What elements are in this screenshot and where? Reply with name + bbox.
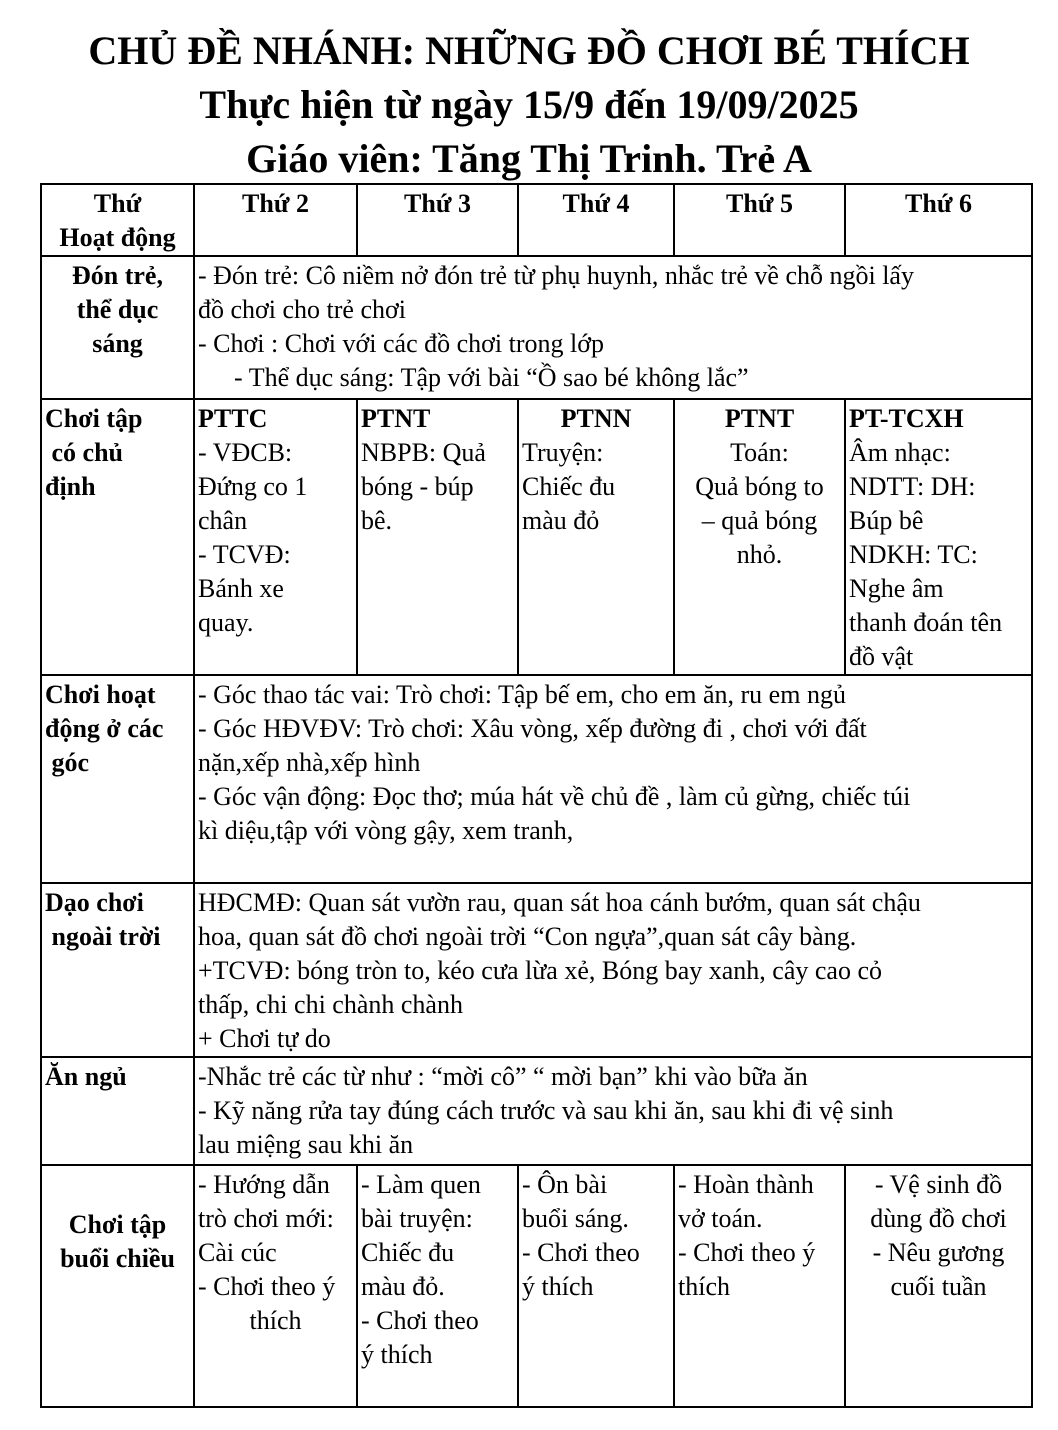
cell-choi-tap-tue xyxy=(357,399,518,675)
text-line: Âm nhạc: xyxy=(849,438,951,467)
row-label-line: Chơi tập xyxy=(68,1210,167,1239)
text-line: bóng - búp xyxy=(361,472,474,501)
text-line: - VĐCB: xyxy=(198,438,293,467)
text-line: Bánh xe xyxy=(198,574,284,603)
row-ngoai-troi xyxy=(41,883,1032,1057)
text-line: Toán: xyxy=(730,438,789,467)
date-range: Thực hiện từ ngày 15/9 đến 19/09/2025 xyxy=(199,82,859,127)
text-line: kì diệu,tập với vòng gậy, xem tranh, xyxy=(198,816,574,845)
cell-choi-tap-fri xyxy=(845,399,1032,675)
text-line: - Ôn bài xyxy=(522,1170,608,1199)
text-line: + Chơi tự do xyxy=(198,1024,331,1053)
cell-ngoai-troi xyxy=(194,883,1032,1057)
cell-buoi-chieu-wed xyxy=(518,1165,674,1407)
text-line: thích xyxy=(249,1306,302,1335)
text-line: màu đỏ xyxy=(522,506,600,535)
row-label-line: Dạo chơi xyxy=(45,888,144,917)
text-line: - TCVĐ: xyxy=(198,540,291,569)
header-row xyxy=(41,184,1032,256)
weekly-plan-table xyxy=(40,183,1033,1408)
text-line: quay. xyxy=(198,608,254,637)
text-line: - Chơi theo xyxy=(361,1306,479,1335)
row-label-line: động ở các xyxy=(45,714,164,743)
row-label-line: ngoài trời xyxy=(45,922,161,951)
text-line: Chiếc đu xyxy=(522,472,616,501)
row-label-line: Chơi hoạt xyxy=(45,680,156,709)
text-line: - Chơi : Chơi với các đồ chơi trong lớp xyxy=(198,329,604,358)
text-line: ý thích xyxy=(522,1272,594,1301)
corner-header xyxy=(41,184,194,256)
row-label-line: có chủ xyxy=(45,438,123,467)
cell-choi-tap-wed xyxy=(518,399,674,675)
row-label-line: thể dục xyxy=(76,295,159,324)
text-line: bài truyện: xyxy=(361,1204,473,1233)
text-line: màu đỏ. xyxy=(361,1272,445,1301)
text-line: NBPB: Quả xyxy=(361,438,486,467)
text-line: Cài cúc xyxy=(198,1238,277,1267)
text-line: +TCVĐ: bóng tròn to, kéo cưa lừa xẻ, Bóng bay xanh, cây cao cỏ xyxy=(198,956,882,985)
subject-title: PTNN xyxy=(560,404,632,433)
page-title: CHỦ ĐỀ NHÁNH: NHỮNG ĐỒ CHƠI BÉ THÍCH xyxy=(88,28,970,73)
text-line: nhỏ. xyxy=(736,540,783,569)
day-header-thu: Thứ 5 xyxy=(674,184,845,256)
text-line: – quả bóng xyxy=(701,506,818,535)
row-an-ngu xyxy=(41,1057,1032,1165)
text-line: Truyện: xyxy=(522,438,604,467)
row-label-line: góc xyxy=(45,748,90,777)
text-line: thấp, chi chi chành chành xyxy=(198,990,463,1019)
text-line: - Nêu gương xyxy=(872,1238,1005,1267)
text-line: -Nhắc trẻ các từ như : “mời cô” “ mời bạn” khi vào bữa ăn xyxy=(198,1062,808,1091)
subject-title: PTTC xyxy=(198,404,268,433)
corner-day-label: Thứ xyxy=(93,189,142,218)
text-line: - Góc vận động: Đọc thơ; múa hát về chủ đề , làm củ gừng, chiếc túi xyxy=(198,782,911,811)
row-label-line: định xyxy=(45,472,96,501)
text-line: Quả bóng to xyxy=(695,472,824,501)
day-header-wed: Thứ 4 xyxy=(518,184,674,256)
row-label-don-tre xyxy=(41,256,194,399)
text-line: - Chơi theo xyxy=(522,1238,640,1267)
text-line: Đứng co 1 xyxy=(198,472,308,501)
cell-buoi-chieu-fri xyxy=(845,1165,1032,1407)
row-label-line: sáng xyxy=(92,329,143,358)
cell-choi-tap-thu xyxy=(674,399,845,675)
text-line: Búp bê xyxy=(849,506,924,535)
row-label-line: Ăn ngủ xyxy=(45,1062,127,1091)
text-line: HĐCMĐ: Quan sát vườn rau, quan sát hoa cánh bướm, quan sát chậu xyxy=(198,888,921,917)
text-line: - Chơi theo ý xyxy=(678,1238,816,1267)
text-line: - Hoàn thành xyxy=(678,1170,814,1199)
text-line: đồ vật xyxy=(849,642,914,671)
text-line: - Hướng dẫn xyxy=(198,1170,330,1199)
cell-goc xyxy=(194,675,1032,883)
text-line: trò chơi mới: xyxy=(198,1204,334,1233)
corner-activity-label: Hoạt động xyxy=(59,223,176,252)
text-line: nặn,xếp nhà,xếp hình xyxy=(198,748,421,777)
text-line: lau miệng sau khi ăn xyxy=(198,1130,414,1159)
row-label-line: Đón trẻ, xyxy=(72,261,163,290)
text-line: - Vệ sinh đồ xyxy=(874,1170,1003,1199)
text-line: thích xyxy=(678,1272,730,1301)
subject-title: PTNT xyxy=(724,404,795,433)
row-label-choi-tap xyxy=(41,399,194,675)
row-label-an-ngu xyxy=(41,1057,194,1165)
text-line: NDTT: DH: xyxy=(849,472,976,501)
text-line: chân xyxy=(198,506,248,535)
row-goc xyxy=(41,675,1032,883)
row-label-ngoai-troi xyxy=(41,883,194,1057)
cell-buoi-chieu-mon xyxy=(194,1165,357,1407)
text-line: - Làm quen xyxy=(361,1170,481,1199)
text-line: Chiếc đu xyxy=(361,1238,455,1267)
text-line: - Góc HĐVĐV: Trò chơi: Xâu vòng, xếp đường đi , chơi với đất xyxy=(198,714,867,743)
text-line: - Kỹ năng rửa tay đúng cách trước và sau khi ăn, sau khi đi vệ sinh xyxy=(198,1096,894,1125)
day-header-tue: Thứ 3 xyxy=(357,184,518,256)
row-label-line: buổi chiều xyxy=(60,1244,175,1273)
cell-buoi-chieu-tue xyxy=(357,1165,518,1407)
teacher-name: Giáo viên: Tăng Thị Trinh. Trẻ A xyxy=(246,136,812,181)
text-line: dùng đồ chơi xyxy=(870,1204,1007,1233)
day-header-mon: Thứ 2 xyxy=(194,184,357,256)
text-line: - Góc thao tác vai: Trò chơi: Tập bế em, cho em ăn, ru em ngủ xyxy=(198,680,846,709)
subject-title: PT-TCXH xyxy=(849,404,964,433)
text-line: - Đón trẻ: Cô niềm nở đón trẻ từ phụ huynh, nhắc trẻ về chỗ ngồi lấy xyxy=(198,261,914,290)
cell-choi-tap-mon xyxy=(194,399,357,675)
text-line: buổi sáng. xyxy=(522,1204,629,1233)
text-line: - Chơi theo ý xyxy=(198,1272,336,1301)
row-label-line: Chơi tập xyxy=(45,404,143,433)
cell-don-tre xyxy=(194,256,1032,399)
row-choi-tap xyxy=(41,399,1032,675)
text-line: hoa, quan sát đồ chơi ngoài trời “Con ngựa”,quan sát cây bàng. xyxy=(198,922,857,951)
text-line: đồ chơi cho trẻ chơi xyxy=(198,295,406,324)
text-line: bê. xyxy=(361,506,393,535)
text-line: NDKH: TC: xyxy=(849,540,978,569)
text-line: cuối tuần xyxy=(890,1272,987,1301)
text-line: ý thích xyxy=(361,1340,433,1369)
day-header-fri: Thứ 6 xyxy=(845,184,1032,256)
row-label-goc xyxy=(41,675,194,883)
text-line: vở toán. xyxy=(678,1204,763,1233)
row-buoi-chieu xyxy=(41,1165,1032,1407)
text-line: Nghe âm xyxy=(849,574,944,603)
text-line: - Thể dục sáng: Tập với bài “Ồ sao bé không lắc” xyxy=(234,363,749,392)
subject-title: PTNT xyxy=(361,404,431,433)
row-don-tre xyxy=(41,256,1032,399)
cell-buoi-chieu-thu xyxy=(674,1165,845,1407)
cell-an-ngu xyxy=(194,1057,1032,1165)
row-label-buoi-chieu xyxy=(41,1165,194,1407)
text-line: thanh đoán tên xyxy=(849,608,1003,637)
